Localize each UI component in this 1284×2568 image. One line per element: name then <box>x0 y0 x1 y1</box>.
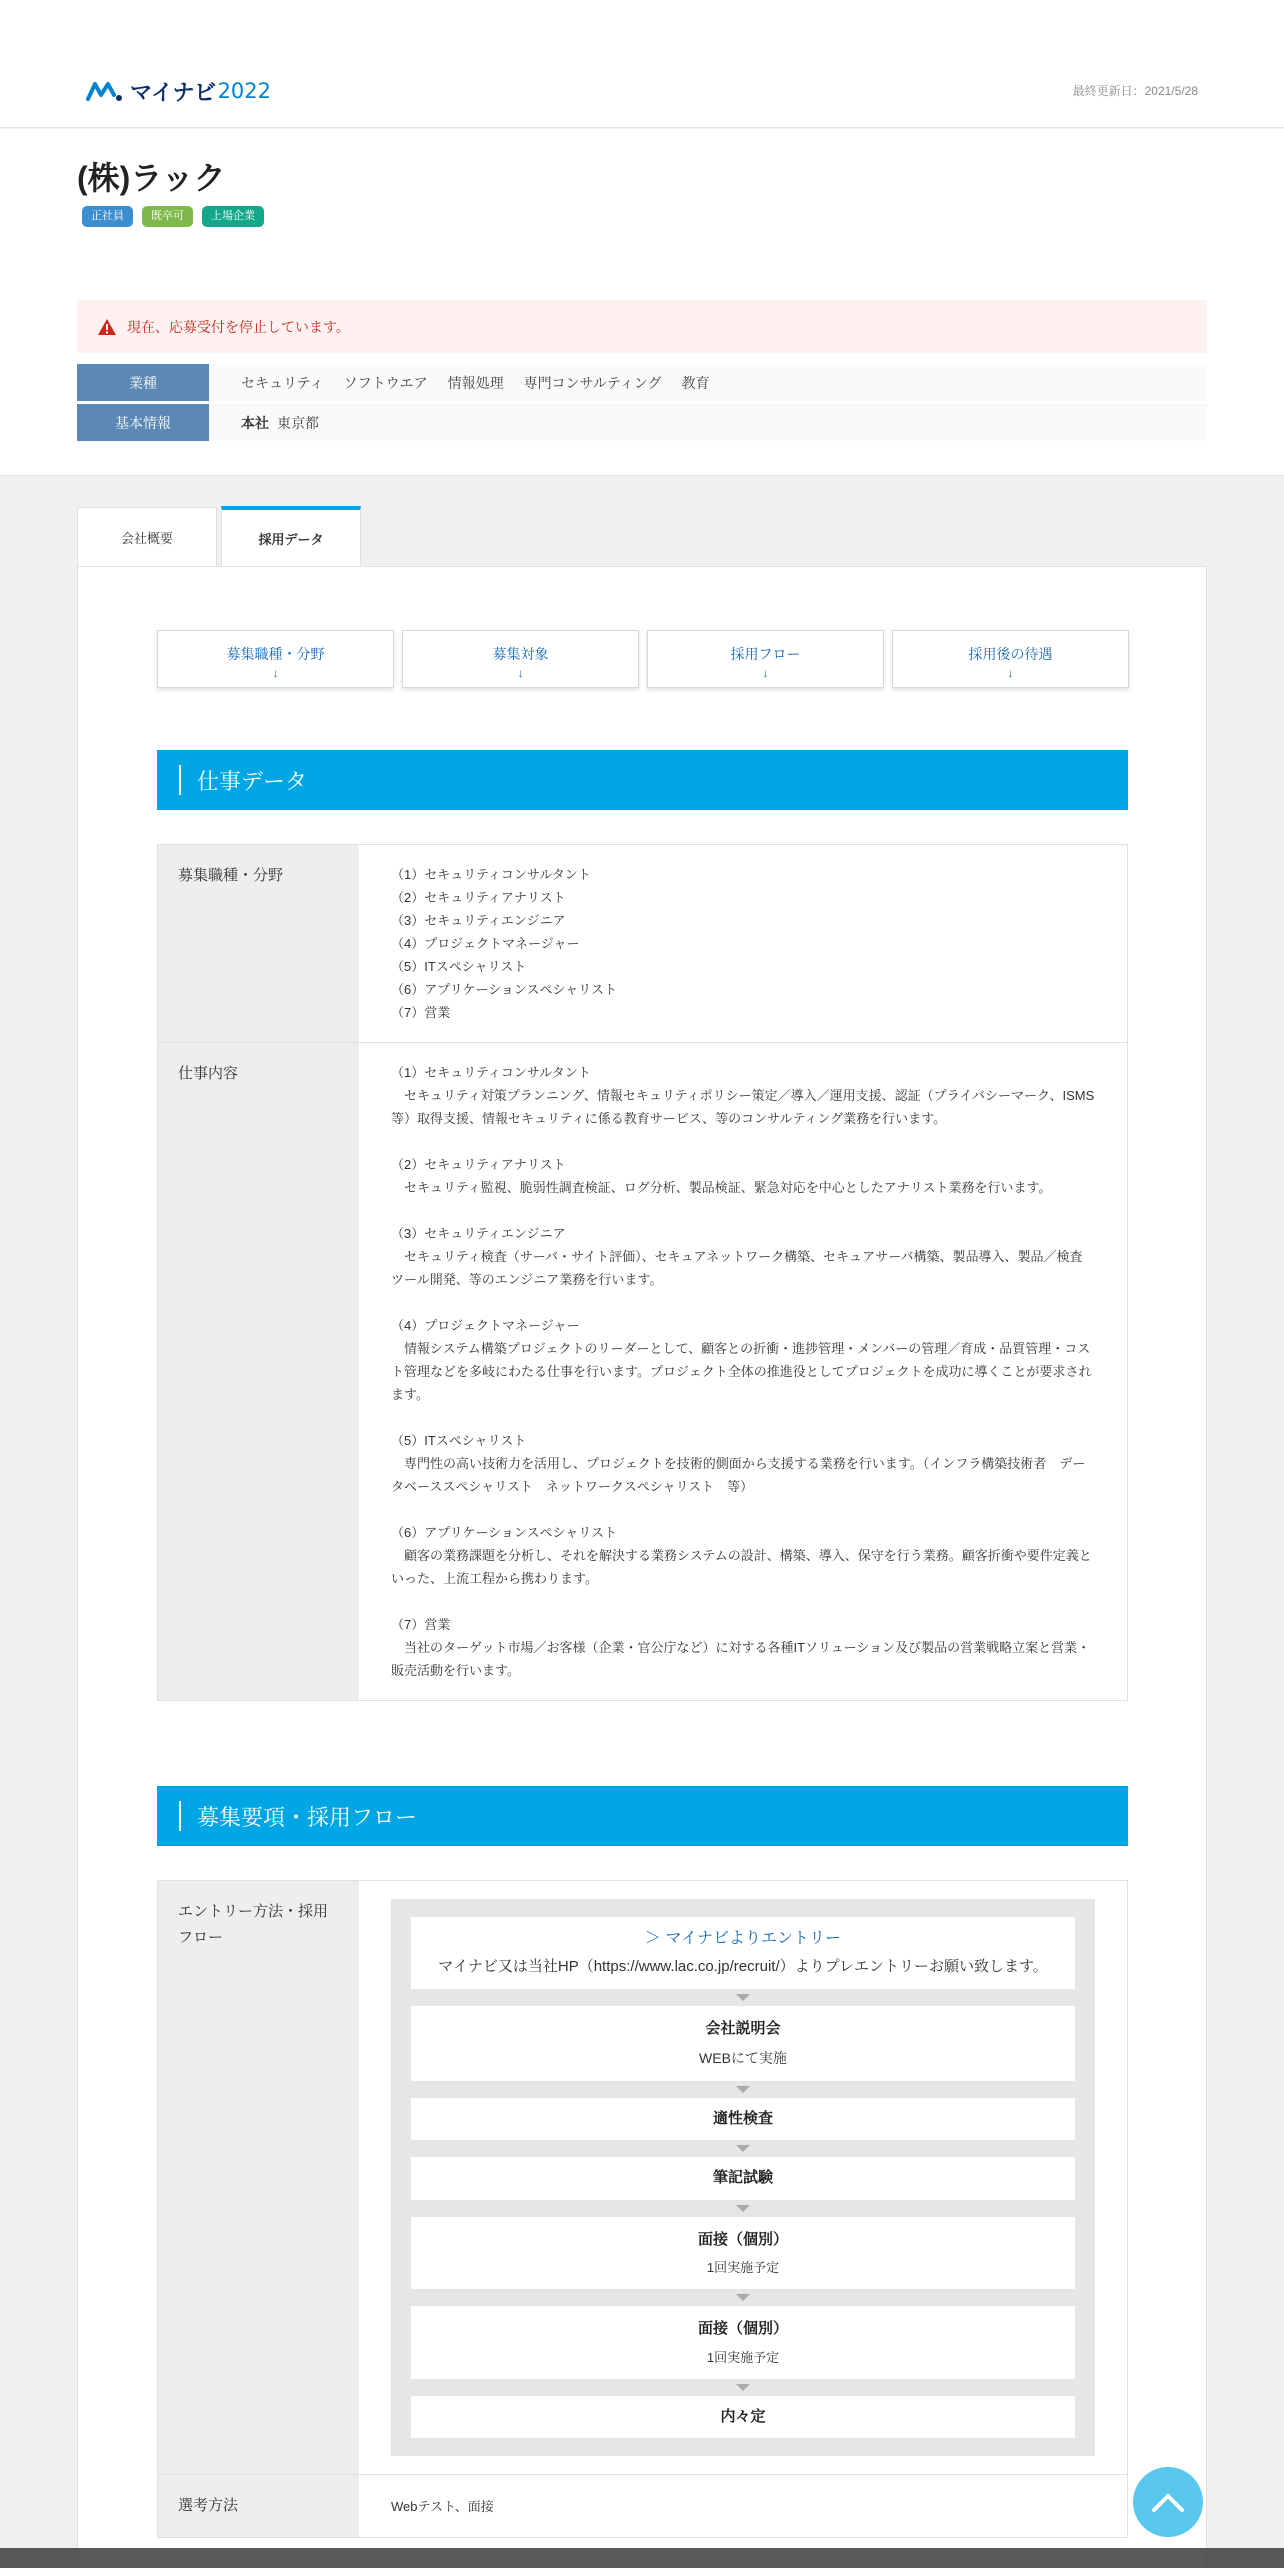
down-arrow-icon: ↓ <box>1007 666 1014 680</box>
tab-company-overview[interactable]: 会社概要 <box>77 507 217 567</box>
bottom-overlay-bar <box>0 2548 1284 2568</box>
company-badges <box>82 206 264 227</box>
flow-table <box>157 1880 1128 2538</box>
flow-arrow-icon <box>736 1994 750 2001</box>
anchor-target[interactable] <box>402 630 639 688</box>
badge-fulltime: 正社員 <box>82 206 133 227</box>
flow-arrow-icon <box>736 2086 750 2093</box>
anchor-nav <box>157 630 1129 688</box>
industry-label: 業種 <box>77 364 209 401</box>
positions-value <box>359 845 1127 1042</box>
job-content-block: （4）プロジェクトマネージャー 情報システム構築プロジェクトのリーダーとして、顧客との折衝・進捗管理・メンバーの管理／育成・品質管理・コスト管理などを多岐にわたる仕事を行います。プロジェクト全体の推進役としてプロジェクトを成功に導くことが要求されます。 <box>391 1318 1092 1402</box>
table-row <box>158 1881 1127 2475</box>
down-arrow-icon: ↓ <box>517 666 524 680</box>
table-row <box>158 845 1127 1043</box>
anchor-positions[interactable] <box>157 630 394 688</box>
heading-bar <box>179 765 181 795</box>
step-desc: 1回実施予定 <box>706 2260 780 2276</box>
basic-info-row <box>77 404 1207 441</box>
industry-row <box>77 364 1207 401</box>
positions-text: （1）セキュリティコンサルタント （2）セキュリティアナリスト （3）セキュリティエンジニア （4）プロジェクトマネージャー （5）ITスペシャリスト （6）アプリケーションスペシャリスト （7）営業 <box>391 867 618 1020</box>
heading-bar <box>179 1801 181 1831</box>
anchor-label: 募集対象 <box>492 646 549 662</box>
logo-brand: マイナビ <box>130 80 216 106</box>
industry-item: セキュリティ <box>241 374 324 391</box>
positions-label: 募集職種・分野 <box>158 845 359 1042</box>
entry-link-label: マイナビよりエントリー <box>665 1930 842 1947</box>
industry-item: 専門コンサルティング <box>523 374 662 391</box>
entry-link[interactable] <box>427 1925 1059 1953</box>
industry-list <box>209 364 730 401</box>
job-content-value <box>359 1043 1127 1700</box>
entry-flow-label: エントリー方法・採用フロー <box>158 1881 359 2474</box>
flow-arrow-icon <box>736 2205 750 2212</box>
step-title: 会社説明会 <box>705 2020 781 2038</box>
anchor-flow[interactable] <box>647 630 884 688</box>
job-content-block: （1）セキュリティコンサルタント セキュリティ対策プランニング、情報セキュリティポリシー策定／導入／運用支援、認証（プライバシーマーク、ISMS等）取得支援、情報セキュリティに係る教育サービス、等のコンサルティング業務を行います。 <box>391 1065 1095 1126</box>
hq-value: 東京都 <box>277 414 319 431</box>
anchor-label: 採用後の待遇 <box>968 646 1053 662</box>
flow-step <box>411 2157 1075 2200</box>
mynavi-mark-icon <box>86 79 124 103</box>
step-title: 内々定 <box>720 2407 766 2425</box>
job-content-block: （6）アプリケーションスペシャリスト 顧客の業務課題を分析し、それを解決する業務システムの設計、構築、導入、保守を行う業務。顧客折衝や要件定義といった、上流工程から携わります。 <box>391 1525 1092 1586</box>
basic-info-label: 基本情報 <box>77 404 209 441</box>
industry-item: 教育 <box>681 374 710 391</box>
flow-step-entry <box>411 1917 1075 1989</box>
application-closed-alert <box>77 300 1207 353</box>
step-desc: WEBにて実施 <box>699 2049 787 2066</box>
section-title: 仕事データ <box>197 768 308 794</box>
method-value: Webテスト、面接 <box>391 2499 494 2515</box>
section-heading-flow <box>157 1786 1128 1846</box>
table-row <box>158 2475 1127 2537</box>
alert-text: 現在、応募受付を停止しています。 <box>127 318 350 335</box>
step-title: 適性検査 <box>712 2109 773 2127</box>
step-title: 筆記試験 <box>712 2169 773 2187</box>
job-content-block: （2）セキュリティアナリスト セキュリティ監視、脆弱性調査検証、ログ分析、製品検証、緊急対応を中心としたアナリスト業務を行います。 <box>391 1157 1052 1195</box>
method-label: 選考方法 <box>158 2475 359 2537</box>
flow-arrow-icon <box>736 2294 750 2301</box>
page-tabs <box>77 507 365 567</box>
flow-step <box>411 2306 1075 2379</box>
flow-arrow-icon <box>736 2145 750 2152</box>
logo-year: 2022 <box>217 79 272 103</box>
industry-item: 情報処理 <box>447 374 504 391</box>
entry-desc: マイナビ又は当社HP（https://www.lac.co.jp/recruit/）よりプレエントリーお願い致します。 <box>438 1958 1048 1976</box>
step-title: 面接（個別） <box>697 2320 788 2338</box>
warning-icon <box>97 318 117 336</box>
flow-step <box>411 2098 1075 2141</box>
entry-flow-value <box>359 1881 1127 2474</box>
chevron-right-icon: ＞ <box>644 1930 666 1947</box>
badge-graduates-ok: 既卒可 <box>142 206 193 227</box>
scroll-to-top-button[interactable] <box>1133 2467 1203 2537</box>
anchor-label: 採用フロー <box>730 646 801 662</box>
flow-step <box>411 2217 1075 2290</box>
chevron-up-icon <box>1151 2491 1185 2513</box>
mynavi-logo[interactable] <box>86 76 271 106</box>
down-arrow-icon: ↓ <box>762 666 769 680</box>
flow-arrow-icon <box>736 2384 750 2391</box>
basic-info-value <box>209 404 319 441</box>
site-header <box>0 0 1284 128</box>
table-row <box>158 1043 1127 1700</box>
anchor-benefits[interactable] <box>892 630 1129 688</box>
down-arrow-icon: ↓ <box>272 666 279 680</box>
selection-flow <box>391 1899 1095 2456</box>
company-summary <box>0 129 1284 476</box>
company-name: (株)ラック <box>77 160 226 196</box>
flow-step <box>411 2396 1075 2439</box>
recruitment-data-panel <box>77 566 1207 2568</box>
badge-listed: 上場企業 <box>202 206 264 227</box>
job-content-block: （5）ITスペシャリスト 専門性の高い技術力を活用し、プロジェクトを技術的側面から支援する業務を行います。（インフラ構築技術者 データベーススペシャリスト ネットワークスペシャリスト 等） <box>391 1433 1086 1494</box>
step-title: 面接（個別） <box>697 2230 788 2248</box>
hq-label: 本社 <box>241 414 269 431</box>
section-title: 募集要項・採用フロー <box>197 1804 418 1830</box>
job-content-label: 仕事内容 <box>158 1043 359 1700</box>
tab-recruitment-data[interactable]: 採用データ <box>221 506 361 567</box>
last-updated: 最終更新日：2021/5/28 <box>1072 84 1198 98</box>
job-content-block: （7）営業 当社のターゲット市場／お客様（企業・官公庁など）に対する各種ITソリューション及び製品の営業戦略立案と営業・販売活動を行います。 <box>391 1617 1091 1678</box>
flow-step <box>411 2006 1075 2080</box>
job-content-block: （3）セキュリティエンジニア セキュリティ検査（サーバ・サイト評価）、セキュアネットワーク構築、セキュアサーバ構築、製品導入、製品／検査ツール開発、等のエンジニア業務を行います。 <box>391 1226 1083 1287</box>
step-desc: 1回実施予定 <box>706 2349 780 2365</box>
job-data-table <box>157 844 1128 1701</box>
section-heading-job-data <box>157 750 1128 810</box>
anchor-label: 募集職種・分野 <box>226 646 325 662</box>
industry-item: ソフトウエア <box>343 374 428 391</box>
